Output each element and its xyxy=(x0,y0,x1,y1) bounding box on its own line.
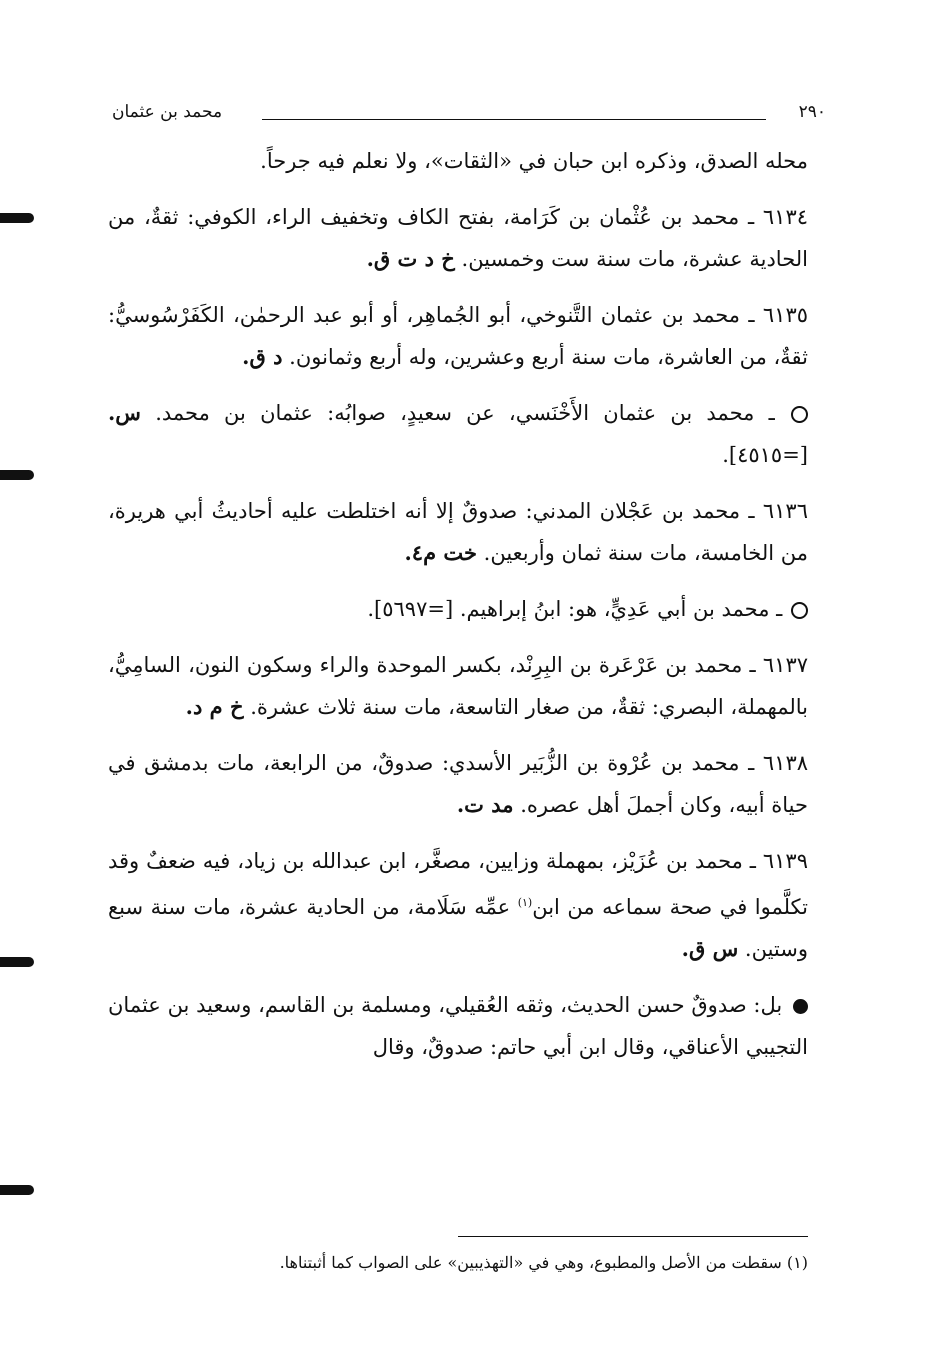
entry-6137 xyxy=(108,644,808,728)
page-body xyxy=(108,140,808,1082)
header-rule xyxy=(262,119,766,120)
margin-mark xyxy=(0,213,34,223)
footnote xyxy=(150,1250,808,1276)
entry-number: ٦١٣٨ ـ xyxy=(748,751,809,775)
editor-note xyxy=(108,984,808,1068)
cross-reference-entry xyxy=(108,588,808,630)
source-codes: خ م د. xyxy=(185,694,244,719)
source-codes: مد ت. xyxy=(456,792,514,817)
source-codes: د ق. xyxy=(242,344,283,369)
source-codes: س. xyxy=(108,400,141,425)
circle-marker-icon xyxy=(791,406,808,423)
entry-text-continued: عمِّه سَلَامة، من الحادية عشرة، مات سنة سبع وستين. xyxy=(108,895,808,961)
entry-number: ٦١٣٩ ـ xyxy=(749,849,808,873)
entry-6138 xyxy=(108,742,808,826)
running-title: محمد بن عثمان xyxy=(112,102,223,122)
entry-text: محمد بن عَجْلان المدني: صدوقٌ إلا أنه اختلطت عليه أحاديثُ أبي هريرة، من الخامسة، مات سنة ثمان وأربعين. xyxy=(108,499,808,565)
footnote-rule xyxy=(458,1236,808,1237)
circle-marker-icon xyxy=(791,602,808,619)
page-number: ٢٩٠ xyxy=(798,102,826,122)
entry-text: محمد بن عُثْمان بن كَرَامة، بفتح الكاف وتخفيف الراء، الكوفي: ثقةٌ، من الحادية عشرة، مات سنة ست وخمسين. xyxy=(108,205,808,271)
footnote-reference: (١) xyxy=(517,896,533,909)
entry-6136 xyxy=(108,490,808,574)
cross-reference: [=٤٥١٥]. xyxy=(722,443,808,467)
source-codes: س ق. xyxy=(681,936,739,961)
entry-text: محمد بن عُرْوة بن الزُّبَير الأسدي: صدوقٌ، من الرابعة، مات بدمشق في حياة أبيه، وكان أجملَ أهل عصره. xyxy=(108,751,808,817)
entry-text: ـ محمد بن أبي عَدِيٍّ، هو: ابنُ إبراهيم. xyxy=(459,597,783,621)
cross-reference-entry xyxy=(108,392,808,476)
entry-number: ٦١٣٤ ـ xyxy=(747,205,809,229)
entry-text: محمد بن عثمان التَّنوخي، أبو الجُماهِر، أو أبو عبد الرحمٰن، الكَفَرْسُوسيُّ: ثقةٌ، من العاشرة، مات سنة أربع وعشرين، وله أربع وثمانون. xyxy=(108,303,808,369)
entry-6135 xyxy=(108,294,808,378)
page-header xyxy=(112,100,826,128)
entry-number: ٦١٣٥ ـ xyxy=(748,303,809,327)
cross-reference: [=٥٦٩٧]. xyxy=(367,597,454,621)
entry-text: بل: صدوقٌ حسن الحديث، وثقه العُقيلي، ومسلمة بن القاسم، وسعيد بن عثمان التجيبي الأعناقي، وقال ابن أبي حاتم: صدوقٌ، وقال xyxy=(108,993,808,1059)
entry-text: محمد بن عُزَيْز، بمهملة وزايين، مصغَّر، ابن عبدالله بن زياد، فيه ضعفٌ وقد تكلَّموا في صحة سماعه من ابن xyxy=(108,849,809,919)
margin-mark xyxy=(0,957,34,967)
entry-text: ـ محمد بن عثمان الأَخْنَسي، عن سعيدٍ، صوابُه: عثمان بن محمد. xyxy=(155,401,775,425)
footnote-text: (١) سقطت من الأصل والمطبوع، وهي في «التهذيبين» على الصواب كما أثبتناها. xyxy=(279,1253,808,1272)
source-codes: خ د ت ق. xyxy=(366,246,455,271)
entry-number: ٦١٣٧ ـ xyxy=(749,653,809,677)
margin-mark xyxy=(0,470,34,480)
entry-6134 xyxy=(108,196,808,280)
source-codes: خت م٤. xyxy=(404,540,477,565)
entry-continuation xyxy=(108,140,808,182)
entry-number: ٦١٣٦ ـ xyxy=(748,499,808,523)
margin-mark xyxy=(0,1185,34,1195)
filled-dot-icon xyxy=(793,999,808,1014)
entry-text: محله الصدق، وذكره ابن حبان في «الثقات»، ولا نعلم فيه جرحاً. xyxy=(260,149,808,173)
entry-text: محمد بن عَرْعَرة بن البِرِنْد، بكسر الموحدة والراء وسكون النون، السامِيُّ، بالمهملة، البصري: ثقةٌ، من صغار التاسعة، مات سنة ثلاث عشرة. xyxy=(108,653,808,719)
entry-6139 xyxy=(108,840,808,970)
